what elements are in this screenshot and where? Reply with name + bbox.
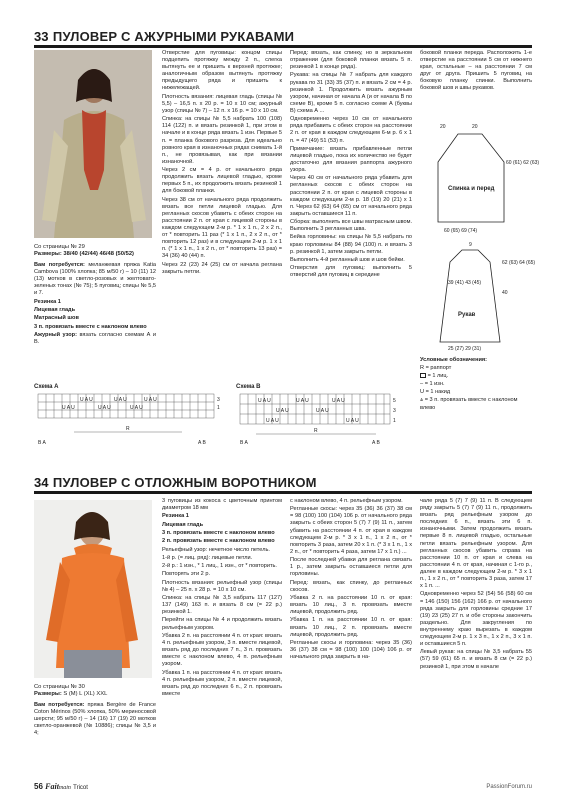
svg-text:U A U: U A U [296,398,309,404]
svg-text:5: 5 [393,398,396,404]
legend-item: = 1 лиц. [420,372,534,380]
photo-illustration [34,50,152,238]
chart-schema-a [34,392,224,446]
svg-text:3: 3 [393,408,396,414]
sizes-value: 38/40 (42/44) 46/48 (50/52) [63,251,134,258]
svg-text:U A U: U A U [114,397,127,403]
legend-item: R = раппорт [420,365,452,371]
dim-label: 40 [502,290,508,296]
svg-text:B A: B A [240,440,248,446]
dim-label: 62 (63) 64 (65) [502,260,536,266]
page-footer [34,782,88,791]
caption-1 [34,244,154,258]
dash-icon: – [420,381,424,387]
brand-logo-sub: main [58,785,71,791]
schema-b-title: Схема В [236,384,261,390]
materials-block-1: Вам потребуется: меланжевая пряжа Katia Cambova (100% хлопка; 85 м/50 г) – 10 (11) 12 (13) мотков в светло-розовых и желтовато-зеленых тонах (№ 75); 5 пуговиц; спицы № 5,5 и 7. Резинка 1 Лицевая гладь Матрасный шов 3 п. провязать вместе с наклоном влево Ажурный узор: вязать согласно схемам А и В. [34,262,156,345]
sizes-label: Размеры: [34,251,62,258]
text-column-1b: Отверстие для пуговицы: концом спицы подцепить протяжку между 2 п., слегка вытянуть ее и пришить к верхней протяжке; аналогичным образом вытянуть протяжку предыдущего ряда и пришить к нижележащей. Плотность вязания: лицевая гладь (спицы № 5,5) – 16,5 п. x 20 р. = 10 x 10 см; ажурный узор (спицы № 7) – 12 п. x 16 р. = 10 x 10 см. Спинка: на спицы № 5,5 набрать 100 (108) 114 (122) п. и вязать резинкой 1, при этом в начале и в конце ряда вязать 1 изн. Первые 5 п. = планка бокового разреза. Для идеально ровного края в изнаночных рядах снимать 1-й п., не провязывая, как при вязании изнаночной. Через 2 см = 4 р. от начального ряда продолжить вязать лицевой гладью, кроме первых 5 п., их продолжить вязать резинкой 1 для боковой планки. Через 38 см от начального ряда продолжить вязать все петли лицевой гладью. Для регланных скосов убавить с обеих сторон на расстоянии 2 п. от края с лицевой стороны в каждом следующем 2-м р. * 1 x 1 п., 2 x 2 п., от * повторить 11 раз (* 1 x 1 п., 2 x 2 п., от * повторить 12 раз) и в следующем 2-м р. 1 x 1 п. (* 1 x 1 п., 1 x 2 п., от * повторить 13 раз) = 34 (36) 40 (44) п. Через 22 (23) 24 (25) см от начала реглана закрыть петли. [162,50,282,275]
section-number: 33 [34,29,49,44]
svg-text:U A U: U A U [332,398,345,404]
svg-text:U A U: U A U [130,405,143,411]
decrease-icon: ⩓ [420,397,424,403]
svg-text:A B: A B [372,440,380,446]
sizes-label: Размеры: [34,691,62,698]
text-column-1c: Перед: вязать, как спинку, но в зеркальном отражении (для боковой планки вязать 5 п. резинкой 1 в конце ряда). Рукава: на спицы № 7 набрать для каждого рукава по 31 (33) 35 (37) п. и вязать 2 см = 4 р. резинкой 1. Продолжить вязать ажурным узором, начиная от начала А (и от начала В по схеме В), кроме 5 п. согласно схеме А (буквы В) схема А ... Одновременно через 10 см от начального ряда прибавить с обеих сторон на расстоянии 2 п. от края в каждом следующем 6-м р. 6 x 1 п. = 47 (49) 51 (53) п. Примечание: вязать прибавленные петли лицевой гладью, пока их количество не будет достаточно для вязания раппорта ажурного узора. Через 40 см от начального ряда убавить для регланных скосов с обеих сторон на расстоянии 2 п. от края с лицевой стороны в каждом следующем 2-м р. 18 (19) 20 (21) x 1 п. Через 62 (63) 64 (65) см от начального ряда закрыть оставшиеся 11 п. Сборка: выполнить все швы матрасным швом. Выполнить 3 регланных шва. Бейка горловины: на спицы № 5,5 набрать по краю горловины 84 (88) 94 (100) п. и вязать 3 р. резинкой 1, затем закрыть петли. Выполнить 4-й регланный шов и шов бейки. Отверстия для пуговиц: выполнить 5 отверстий для пуговиц в середине [290,50,413,279]
svg-text:R: R [314,428,318,434]
dim-label: 60 (65) 69 (74) [444,228,478,234]
svg-text:U A U: U A U [258,398,271,404]
text-column-2b: 3 пуговицы из кокоса с цветочным принтом диаметром 18 мм Резинка 1 Лицевая гладь 3 п. провязать вместе с наклоном влево 2 п. провязать вместе с наклоном влево Рельефный узор: нечетное число петель. 1-й р. (= лиц. ряд): лицевые петли. 2-й р.: 1 изн., * 1 лиц., 1 изн., от * повторить. Повторять эти 2 р. Плотность вязания: рельефный узор (спицы № 4) – 25 п. x 28 р. = 10 x 10 см. Спинка: на спицы № 3,5 набрать 117 (127) 137 (149) 163 п. и вязать 8 см (= 22 р.) резинкой 1. Перейти на спицы № 4 и продолжить вязать рельефным узором. Убавка 2 п. на расстоянии 4 п. от края: вязать 4 п. рельефным узором, 3 п. вместе лицевой, вязать ряд до последних 7 п., 3 п. провязать вместе с наклоном влево, 4 п. рельефным узором. Убавка 1 п. на расстоянии 4 п. от края: вязать 4 п. рельефным узором, 2 п. вместе лицевой, вязать ряд до последних 6 п., 2 п. провязать вместе [162,498,282,697]
photo-illustration [34,500,152,678]
schema-a-title: Схема А [34,384,59,390]
svg-text:U A U: U A U [276,408,289,414]
svg-text:1: 1 [217,405,220,411]
materials-block-2: Вам потребуется: пряжа Bergère de France Coton Mérinos (50% хлопка, 50% мериносовой шерсти; 95 м/50 г) – 14 (16) 17 (19) 20 мотков светло-оранжевой (№ 10886); спицы № 3,5 и 4; [34,702,156,737]
section-number: 34 [34,475,49,490]
dim-label: 9 [469,242,472,248]
magazine-name: Tricot [73,785,88,791]
legend-item: ⩓ = 3 п. провязать вместе с наклоном влево [420,397,518,411]
text-column-2d: чале ряда 5 (7) 7 (9) 11 п. В следующем ряду закрыть 5 (7) 7 (9) 11 п., продолжить вязать ряд рельефным узором до последних 6 п., вязать эти 6 п. изнаночными. Затем продолжить вязать первые 8 п. лицевой гладью, остальные петли вязать рельефным узором. Для регланных скосов убавить справа на расстоянии 10 п. от края и слева на расстоянии 4 п. от края, начиная с 1-го р., далее в каждом следующем 2-м р. * 3 x 1 п., 1 x 2 п., от * повторить 3 раза, затем 17 x 1 п. ... Одновременно через 52 (54) 56 (58) 60 см = 146 (150) 156 (162) 166 р. от начального ряда закрыть для горловины средние 17 (19) 23 (25) 27 п. и обе стороны закончить раздельно. Для закругления по внутреннему краю вырезать в каждом следующем 2-м р. 1 x 3 п., 1 x 2 п., 3 x 1 п. и оставшиеся 5 п. Левый рукав: на спицы № 3,5 набрать 55 (57) 59 (61) 65 п. и вязать 8 см (= 22 р.) резинкой 1, при этом в начале [420,498,532,670]
text-column-2c: с наклоном влево, 4 п. рельефным узором. Регланные скосы: через 35 (36) 36 (37) 38 см = 98 (100) 100 (104) 106 р. от начального ряда закрыть с обеих сторон 5 (7) 7 (9) 11 п., затем убавить на расстоянии 4 п. от края в каждом следующем 2-м р. * 3 x 1 п., 1 x 2 п., от * повторить 3 раза, затем 20 x 1 п. (* 3 x 1 п., 1 x 2 п., от * повторить 4 раза, затем 17 x 1 п.) ... После последней убавки для реглана связать 1 р., затем закрыть оставшиеся петли для горловины. Перед: вязать, как спинку, до регланных скосов. Убавка 2 п. на расстоянии 10 п. от края: вязать 10 лиц., 3 п. провязать вместе лицевой, продолжить ряд. Убавка 1 п. на расстоянии 10 п. от края: вязать 10 лиц., 2 п. провязать вместе лицевой, продолжить ряд. Регланные скосы и горловина: через 35 (36) 36 (37) 38 см = 98 (100) 100 (104) 106 р. от начального ряда закрыть в на- [290,498,412,661]
svg-text:U A U: U A U [62,405,75,411]
svg-text:1: 1 [393,418,396,424]
model-photo-1 [34,50,152,238]
dim-label: 25 (27) 29 (31) [448,346,482,352]
header-rule [34,491,532,494]
piece-label: Рукав [458,312,476,318]
square-icon [420,373,426,378]
svg-text:B A: B A [38,440,46,446]
header-rule [34,45,532,48]
caption-2 [34,684,154,698]
caption-page: Со страницы № 30 [34,684,85,690]
svg-text:U A U: U A U [316,408,329,414]
svg-text:A B: A B [198,440,206,446]
svg-text:U A U: U A U [144,397,157,403]
svg-text:U A U: U A U [266,418,279,424]
svg-text:3: 3 [217,397,220,403]
dim-label: 20 [440,124,446,130]
dim-label: 20 [472,124,478,130]
sizes-value: S (M) L (XL) XXL [63,691,108,698]
legend-item: U = 1 накид [420,389,451,395]
page-number: 56 [34,782,43,791]
garment-schematic [418,122,540,352]
model-photo-2 [34,500,152,678]
section-header-33 [34,28,532,46]
piece-label: Спинка и перед [448,186,495,192]
text-column-1d: боковой планки переда. Расположить 1-е отверстие на расстоянии 5 см от нижнего края, остальные – на расстоянии 7 см друг от друга. Пришить 5 пуговиц на боковую планку спинки. Выполнить боковой шов и швы рукавов. [420,50,532,92]
svg-text:R: R [126,426,130,432]
watermark-site: PassionForum.ru [486,784,532,790]
brand-logo: Fait [45,782,59,791]
svg-text:U A U: U A U [346,418,359,424]
legend-title: Условные обозначения: [420,357,488,363]
caption-page: Со страницы № 29 [34,244,85,250]
section-header-34 [34,474,532,492]
legend [420,356,534,412]
legend-item: – = 1 изн. [420,381,445,387]
section-title: ПУЛОВЕР С АЖУРНЫМИ РУКАВАМИ [52,29,295,44]
dim-label: 60 (61) 62 (63) [506,160,540,166]
section-title: ПУЛОВЕР С ОТЛОЖНЫМ ВОРОТНИКОМ [52,475,317,490]
svg-text:U A U: U A U [98,405,111,411]
chart-schema-b [236,392,416,446]
dim-label: 39 (41) 43 (45) [448,280,482,286]
svg-text:U A U: U A U [80,397,93,403]
